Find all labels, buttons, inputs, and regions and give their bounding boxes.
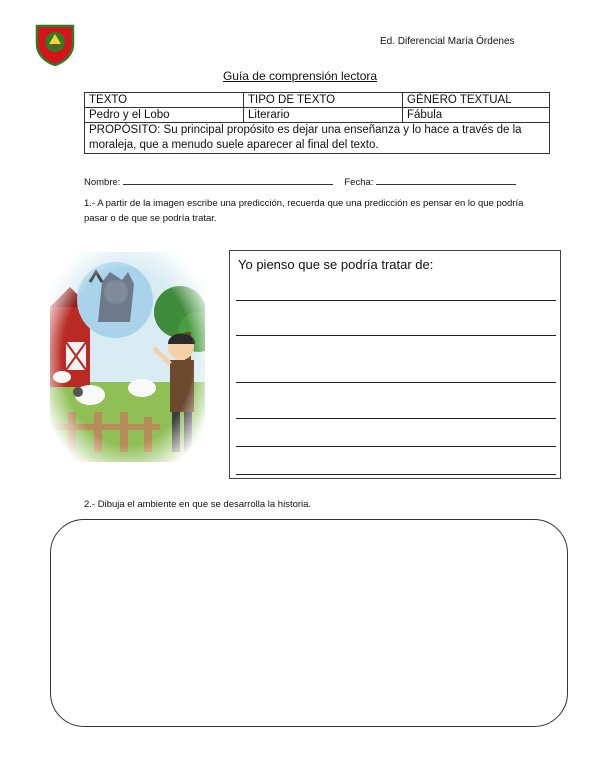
header-tipo: TIPO DE TEXTO xyxy=(244,93,403,108)
writing-line[interactable] xyxy=(236,382,556,383)
nombre-field[interactable] xyxy=(123,176,333,185)
cell-genero: Fábula xyxy=(403,108,550,123)
question-2: 2.- Dibuja el ambiente en que se desarrolla la historia. xyxy=(84,499,312,510)
header-genero: GÉNERO TEXTUAL xyxy=(403,93,550,108)
page-title: Guía de comprensión lectora xyxy=(222,69,378,83)
name-date-line xyxy=(84,176,516,188)
writing-line[interactable] xyxy=(236,418,556,419)
school-name: Ed. Diferencial María Órdenes xyxy=(380,36,515,47)
writing-line[interactable] xyxy=(236,300,556,301)
question-1: 1.- A partir de la imagen escribe una predicción, recuerda que una predicción es pensar en lo que podría pasar o de que se podría tratar. xyxy=(84,198,524,224)
writing-line[interactable] xyxy=(236,335,556,336)
fecha-label: Fecha: xyxy=(344,177,374,188)
table-header-row xyxy=(85,93,550,108)
info-table xyxy=(84,92,550,154)
fecha-field[interactable] xyxy=(376,176,516,185)
prediction-answer-box[interactable] xyxy=(229,250,561,479)
cell-tipo: Literario xyxy=(244,108,403,123)
pedro-and-wolf-illustration xyxy=(50,252,205,462)
writing-line[interactable] xyxy=(236,474,556,475)
header-texto: TEXTO xyxy=(85,93,244,108)
purpose-row xyxy=(85,123,550,154)
drawing-area[interactable] xyxy=(50,519,568,727)
writing-line[interactable] xyxy=(236,446,556,447)
answer-prompt: Yo pienso que se podría tratar de: xyxy=(238,257,434,272)
purpose-cell: PROPÓSITO: Su principal propósito es dejar una enseñanza y lo hace a través de la moraleja, que a menudo suele aparecer al final del texto. xyxy=(85,123,550,154)
nombre-label: Nombre: xyxy=(84,177,121,188)
cell-texto: Pedro y el Lobo xyxy=(85,108,244,123)
school-crest-icon xyxy=(33,22,77,66)
table-row xyxy=(85,108,550,123)
